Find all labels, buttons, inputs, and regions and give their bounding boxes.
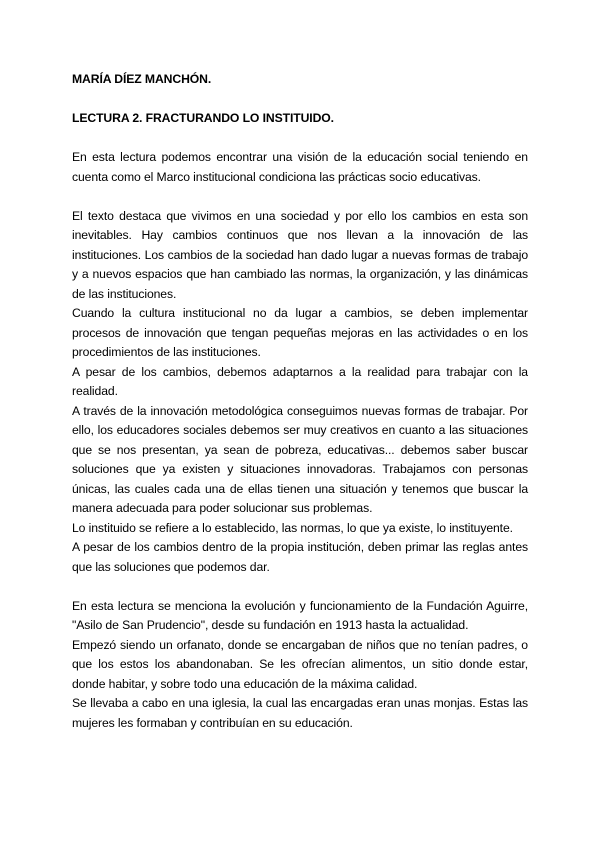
paragraph: A pesar de los cambios dentro de la propia institución, deben primar las reglas antes que las soluciones que podemos dar.	[72, 540, 528, 574]
paragraph: A pesar de los cambios, debemos adaptarnos a la realidad para trabajar con la realidad.	[72, 364, 528, 398]
paragraph: En esta lectura se menciona la evolución y funcionamiento de la Fundación Aguirre, "Asilo de San Prudencio", desde su fundación en 1913 hasta la actualidad.	[72, 598, 528, 632]
paragraph: Se llevaba a cabo en una iglesia, la cual las encargadas eran unas monjas. Estas las mujeres les formaban y contribuían en su educación.	[72, 696, 528, 730]
paragraph: Cuando la cultura institucional no da lugar a cambios, se deben implementar procesos de innovación que tengan pequeñas mejoras en las actividades o en los procedimientos de las instituciones.	[72, 306, 528, 359]
paragraph: A través de la innovación metodológica conseguimos nuevas formas de trabajar. Por ello, los educadores sociales debemos ser muy creativos en cuanto a las situaciones que se nos presentan, ya sean de pobreza, educativas... debemos saber buscar soluciones que ya existen y situaciones innovadoras. Trabajamos con personas únicas, las cuales cada una de ellas tienen una situación y tenemos que buscar la manera adecuada para poder solucionar sus problemas.	[72, 403, 528, 515]
paragraph: El texto destaca que vivimos en una sociedad y por ello los cambios en esta son inevitables. Hay cambios continuos que nos llevan a la innovación de las instituciones. Los cambios de la sociedad han dado lugar a nuevas formas de trabajo y a nuevos espacios que han cambiado las normas, la organización, y las dinámicas de las instituciones.	[72, 208, 528, 301]
paragraph: Lo instituido se refiere a lo establecido, las normas, lo que ya existe, lo instituyente.	[72, 520, 513, 535]
document-page	[72, 70, 528, 733]
paragraph-intro: En esta lectura podemos encontrar una visión de la educación social teniendo en cuenta como el Marco institucional condiciona las prácticas socio educativas.	[72, 150, 528, 184]
document-title: LECTURA 2. FRACTURANDO LO INSTITUIDO.	[72, 111, 334, 125]
author-name: MARÍA DÍEZ MANCHÓN.	[72, 72, 212, 86]
paragraph: Empezó siendo un orfanato, donde se encargaban de niños que no tenían padres, o que los estos los abandonaban. Se les ofrecían alimentos, un sitio donde estar, donde habitar, y sobre todo una educación de la máxima calidad.	[72, 637, 528, 691]
